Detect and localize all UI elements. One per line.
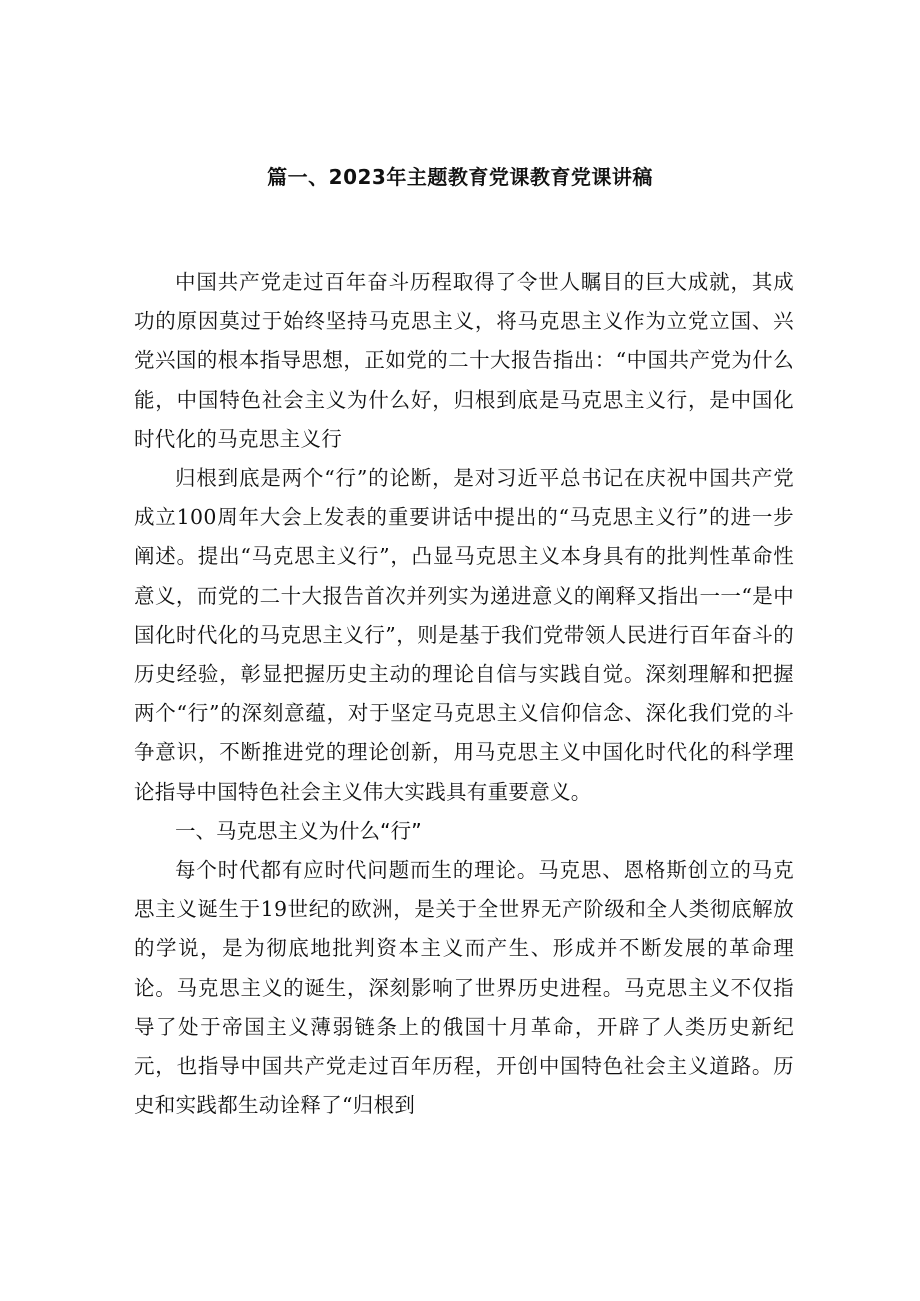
document-title: 篇一、2023年主题教育党课教育党课讲稿 — [267, 165, 653, 189]
paragraph-two-xing: 归根到底是两个“行”的论断，是对习近平总书记在庆祝中国共产党成立100周年大会上发表的重要讲话中提出的“马克思主义行”的进一步阐述。提出“马克思主义行”，凸显马克思主义本身具有的批判性革命性意义，而党的二十大报告首次并列实为递进意义的阐释又指出一一“是中国化时代化的马克思主义行”，则是基于我们党带领人民进行百年奋斗的历史经验，彰显把握历史主动的理论自信与实践自觉。深刻理解和把握两个“行”的深刻意蕴，对于坚定马克思主义信仰信念、深化我们党的斗争意识，不断推进党的理论创新，用马克思主义中国化时代化的科学理论指导中国特色社会主义伟大实践具有重要意义。 — [134, 466, 794, 804]
section-heading: 一、马克思主义为什么“行” — [175, 818, 422, 843]
document-body — [134, 263, 794, 1125]
paragraph-section-one: 每个时代都有应时代问题而生的理论。马克思、恩格斯创立的马克思主义诞生于19世纪的欧洲，是关于全世界无产阶级和全人类彻底解放的学说，是为彻底地批判资本主义而产生、形成并不断发展的革命理论。马克思主义的诞生，深刻影响了世界历史进程。马克思主义不仅指导了处于帝国主义薄弱链条上的俄国十月革命，开辟了人类历史新纪元，也指导中国共产党走过百年历程，开创中国特色社会主义道路。历史和实践都生动诠释了“归根到 — [134, 858, 794, 1118]
paragraph-intro: 中国共产党走过百年奋斗历程取得了令世人瞩目的巨大成就，其成功的原因莫过于始终坚持马克思主义，将马克思主义作为立党立国、兴党兴国的根本指导思想，正如党的二十大报告指出：“中国共产党为什么能，中国特色社会主义为什么好，归根到底是马克思主义行，是中国化时代化的马克思主义行 — [134, 270, 794, 451]
